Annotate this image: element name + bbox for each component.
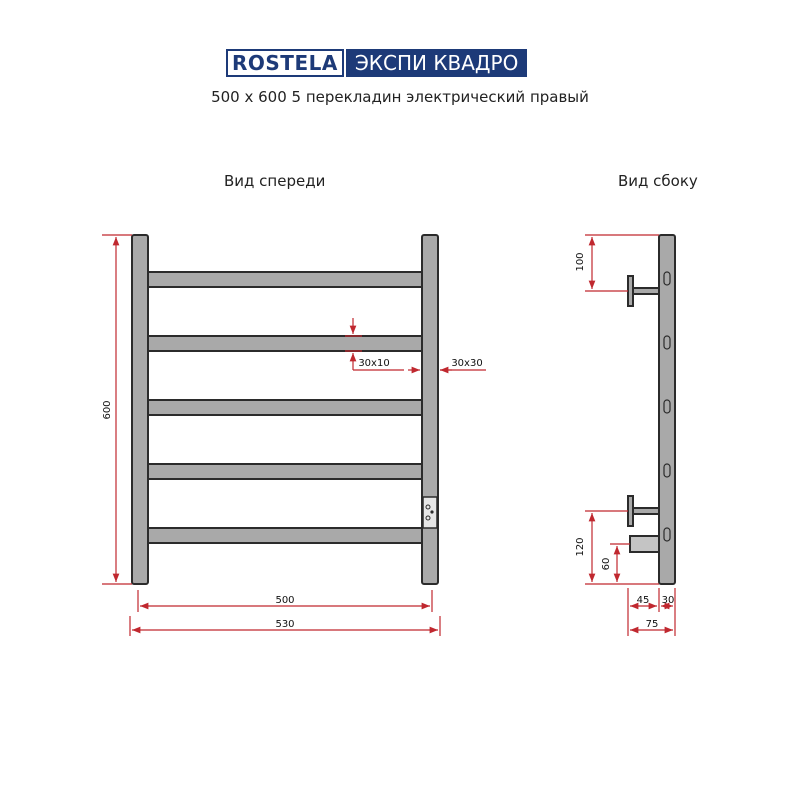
product-subtitle: 500 x 600 5 перекладин электрический правый: [211, 88, 589, 106]
top-bracket-arm: [633, 288, 659, 294]
rung-4: [148, 464, 422, 479]
front-view-label: Вид спереди: [224, 172, 326, 190]
side-view: [628, 235, 675, 584]
heater-box: [630, 536, 659, 552]
right-post: [422, 235, 438, 584]
brand-name: ROSTELA: [226, 49, 344, 77]
rung-5: [148, 528, 422, 543]
dim-side-depth-a: 45: [636, 595, 650, 606]
side-post: [659, 235, 675, 584]
heater-switch: [423, 497, 437, 528]
dim-side-bottom: 120: [575, 537, 586, 557]
front-view: [132, 235, 438, 584]
dim-post-section: 30x30: [451, 358, 483, 369]
side-view-label: Вид сбоку: [618, 172, 698, 190]
dim-side-bracket: 60: [601, 557, 612, 571]
rung-3: [148, 400, 422, 415]
series-name: ЭКСПИ КВАДРО: [346, 49, 528, 77]
dim-rung-section: 30x10: [358, 358, 390, 369]
left-post: [132, 235, 148, 584]
dim-side-depth-b: 30: [661, 595, 675, 606]
dim-outer-width: 530: [275, 619, 295, 630]
dim-inner-width: 500: [275, 595, 295, 606]
bottom-bracket-arm: [633, 508, 659, 514]
dim-side-top: 100: [575, 252, 586, 272]
rung-2: [148, 336, 422, 351]
rung-1: [148, 272, 422, 287]
dim-height: 600: [102, 400, 113, 420]
dim-side-depth-total: 75: [645, 619, 659, 630]
